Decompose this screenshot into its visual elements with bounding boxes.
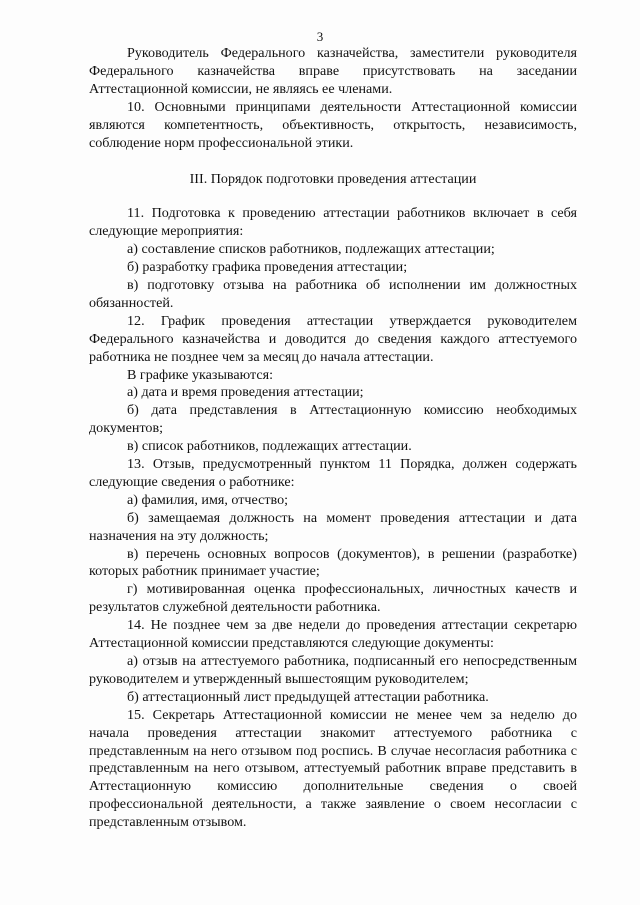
list-item-12b: б) дата представления в Аттестационную комиссию необходимых документов; <box>89 402 577 437</box>
list-item-11a: а) составление списков работников, подлежащих аттестации; <box>127 241 495 258</box>
list-item-13c: в) перечень основных вопросов (документов), в решении (разработке) которых работник принимает участие; <box>89 545 577 580</box>
list-item-12a: а) дата и время проведения аттестации; <box>127 384 364 401</box>
paragraph-14: 14. Не позднее чем за две недели до проведения аттестации секретарю Аттестационной комиссии представляются следующие документы: <box>89 617 577 652</box>
page-number: 3 <box>316 29 324 44</box>
paragraph-15: 15. Секретарь Аттестационной комиссии не менее чем за неделю до начала проведения аттестации знакомит аттестуемого работника с представленным на него отзывом под роспись. В случае несогласия работника с представленным на него отзывом, аттестуемый работник вправе представить в Аттестационную комиссию дополнительные сведения о своей профессиональной деятельности, а также заявление о своем несогласии с представленным отзывом. <box>89 706 577 831</box>
paragraph-12-intro: В графике указываются: <box>127 366 273 383</box>
document-body <box>89 45 577 832</box>
paragraph-11: 11. Подготовка к проведению аттестации работников включает в себя следующие мероприятия: <box>89 205 577 240</box>
list-item-13b: б) замещаемая должность на момент проведения аттестации и дата назначения на эту должность; <box>89 509 577 544</box>
list-item-14a: а) отзыв на аттестуемого работника, подписанный его непосредственным руководителем и утвержденный вышестоящим руководителем; <box>89 653 577 687</box>
paragraph-13: 13. Отзыв, предусмотренный пунктом 11 Порядка, должен содержать следующие сведения о работнике: <box>89 456 577 490</box>
list-item-13a: а) фамилия, имя, отчество; <box>127 491 289 508</box>
list-item-11c: в) подготовку отзыва на работника об исполнении им должностных обязанностей. <box>89 276 577 311</box>
paragraph-12: 12. График проведения аттестации утверждается руководителем Федерального казначейства и доводится до сведения каждого аттестуемого работника не позднее чем за месяц до начала аттестации. <box>89 312 577 365</box>
paragraph-10: 10. Основными принципами деятельности Аттестационной комиссии являются компетентность, объективность, открытость, независимость, соблюдение норм профессиональной этики. <box>89 98 577 151</box>
section-heading: III. Порядок подготовки проведения аттестации <box>189 171 477 188</box>
list-item-12c: в) список работников, подлежащих аттестации. <box>127 438 412 455</box>
list-item-13d: г) мотивированная оценка профессиональных, личностных качеств и результатов служебной деятельности работника. <box>89 581 577 616</box>
paragraph-observers: Руководитель Федерального казначейства, заместители руководителя Федерального казначейства вправе присутствовать на заседании Аттестационной комиссии, не являясь ее членами. <box>89 45 577 97</box>
list-item-11b: б) разработку графика проведения аттестации; <box>127 259 408 276</box>
list-item-14b: б) аттестационный лист предыдущей аттестации работника. <box>127 688 489 705</box>
